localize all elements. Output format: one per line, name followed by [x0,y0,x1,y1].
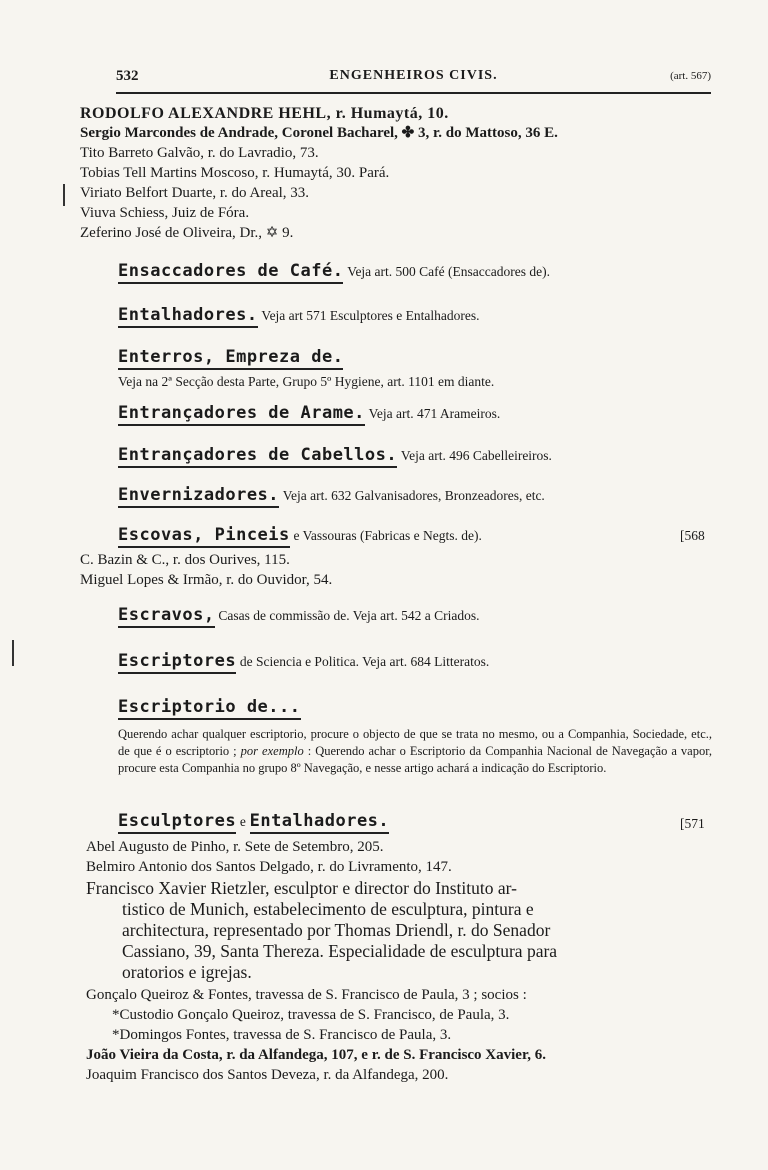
section-heading: Escovas, Pinceis [118,525,290,548]
article-ref: (art. 567) [670,70,711,82]
list-item: Viriato Belfort Duarte, r. do Areal, 33. [80,185,310,201]
margin-mark [63,184,65,206]
section-heading: Entalhadores. [250,811,390,834]
section-entrancadores-arame [118,404,500,424]
list-item: Cassiano, 39, Santa Thereza. Especialidade de esculptura para [122,941,558,961]
section-escravos [118,606,479,626]
running-header [116,62,711,94]
section-entalhadores [118,306,480,326]
section-text: Veja art. 496 Cabelleireiros. [400,448,552,463]
page-number: 532 [116,68,139,84]
section-entrancadores-cabellos [118,446,552,466]
list-item: C. Bazin & C., r. dos Ourives, 115. [80,552,290,568]
section-heading: Ensaccadores de Café. [118,261,343,284]
section-heading: Enterros, Empreza de. [118,347,343,370]
section-text: de Sciencia e Politica. Veja art. 684 Litteratos. [239,654,490,669]
section-text: Veja art. 632 Galvanisadores, Bronzeadores, etc. [282,488,545,503]
section-heading: Entrançadores de Cabellos. [118,445,397,468]
section-text: Veja art. 471 Arameiros. [368,406,501,421]
list-item: Joaquim Francisco dos Santos Deveza, r. da Alfandega, 200. [86,1067,449,1083]
section-heading: Envernizadores. [118,485,279,508]
list-item: oratorios e igrejas. [122,962,252,982]
note-italic: por exemplo [240,744,304,758]
section-text: e Vassouras (Fabricas e Negts. de). [293,528,482,543]
list-item: Viuva Schiess, Juiz de Fóra. [80,205,250,221]
note-text: : Querendo achar o Escriptorio da Companhia Nacional de Navegação a vapor, procure esta Companhia no grupo 8º Navegação, e nesse artigo achará a indicação do Escriptorio. [118,744,712,775]
list-item: Zeferino José de Oliveira, Dr., ✡ 9. [80,225,294,241]
list-item: Francisco Xavier Rietzler, esculptor e director do Instituto ar- [86,878,517,898]
article-number: [568 [680,528,705,543]
section-esculptores [118,812,389,832]
list-item: Abel Augusto de Pinho, r. Sete de Setembro, 205. [86,839,384,855]
section-escriptorio [118,698,301,718]
section-text: Veja art 571 Esculptores e Entalhadores. [261,308,480,323]
escriptorio-note [118,726,712,777]
section-heading: Entalhadores. [118,305,258,328]
list-item: architectura, representado por Thomas Driendl, r. do Senador [122,920,551,940]
section-heading: Entrançadores de Arame. [118,403,365,426]
list-item: João Vieira da Costa, r. da Alfandega, 107, e r. de S. Francisco Xavier, 6. [86,1047,546,1063]
list-item: Sergio Marcondes de Andrade, Coronel Bacharel, ✤ 3, r. do Mattoso, 36 E. [80,125,558,141]
section-heading: Escravos, [118,605,215,628]
list-item: Gonçalo Queiroz & Fontes, travessa de S. Francisco de Paula, 3 ; socios : [86,987,527,1003]
list-item: tistico de Munich, estabelecimento de esculptura, pintura e [122,899,534,919]
page-title: ENGENHEIROS CIVIS. [329,68,498,83]
section-text: Veja art. 500 Café (Ensaccadores de). [347,264,550,279]
list-item: Belmiro Antonio dos Santos Delgado, r. do Livramento, 147. [86,859,452,875]
section-text: e [239,814,246,829]
section-ensaccadores [118,262,550,282]
section-enterros [118,348,343,368]
list-item: RODOLFO ALEXANDRE HEHL, r. Humaytá, 10. [80,105,449,122]
margin-mark [12,640,14,666]
note-text: Querendo achar qualquer escriptorio, procure o objecto de que se trata no mesmo, ou a Companhia, Sociedade, etc., de que é o escriptorio ; [118,727,712,758]
list-item: Miguel Lopes & Irmão, r. do Ouvidor, 54. [80,572,333,588]
list-item: Tobias Tell Martins Moscoso, r. Humaytá, 30. Pará. [80,165,390,181]
section-escriptores [118,652,489,672]
section-heading: Esculptores [118,811,236,834]
article-number: [571 [680,816,705,831]
list-item: *Custodio Gonçalo Queiroz, travessa de S. Francisco, de Paula, 3. [112,1007,510,1023]
list-item: Tito Barreto Galvão, r. do Lavradio, 73. [80,145,319,161]
section-envernizadores [118,486,545,506]
list-item: *Domingos Fontes, travessa de S. Francisco de Paula, 3. [112,1027,452,1043]
section-escovas [118,526,482,546]
section-text: Casas de commissão de. Veja art. 542 a Criados. [218,608,480,623]
section-heading: Escriptorio de... [118,697,301,720]
section-text: Veja na 2ª Secção desta Parte, Grupo 5º Hygiene, art. 1101 em diante. [118,374,495,389]
section-heading: Escriptores [118,651,236,674]
